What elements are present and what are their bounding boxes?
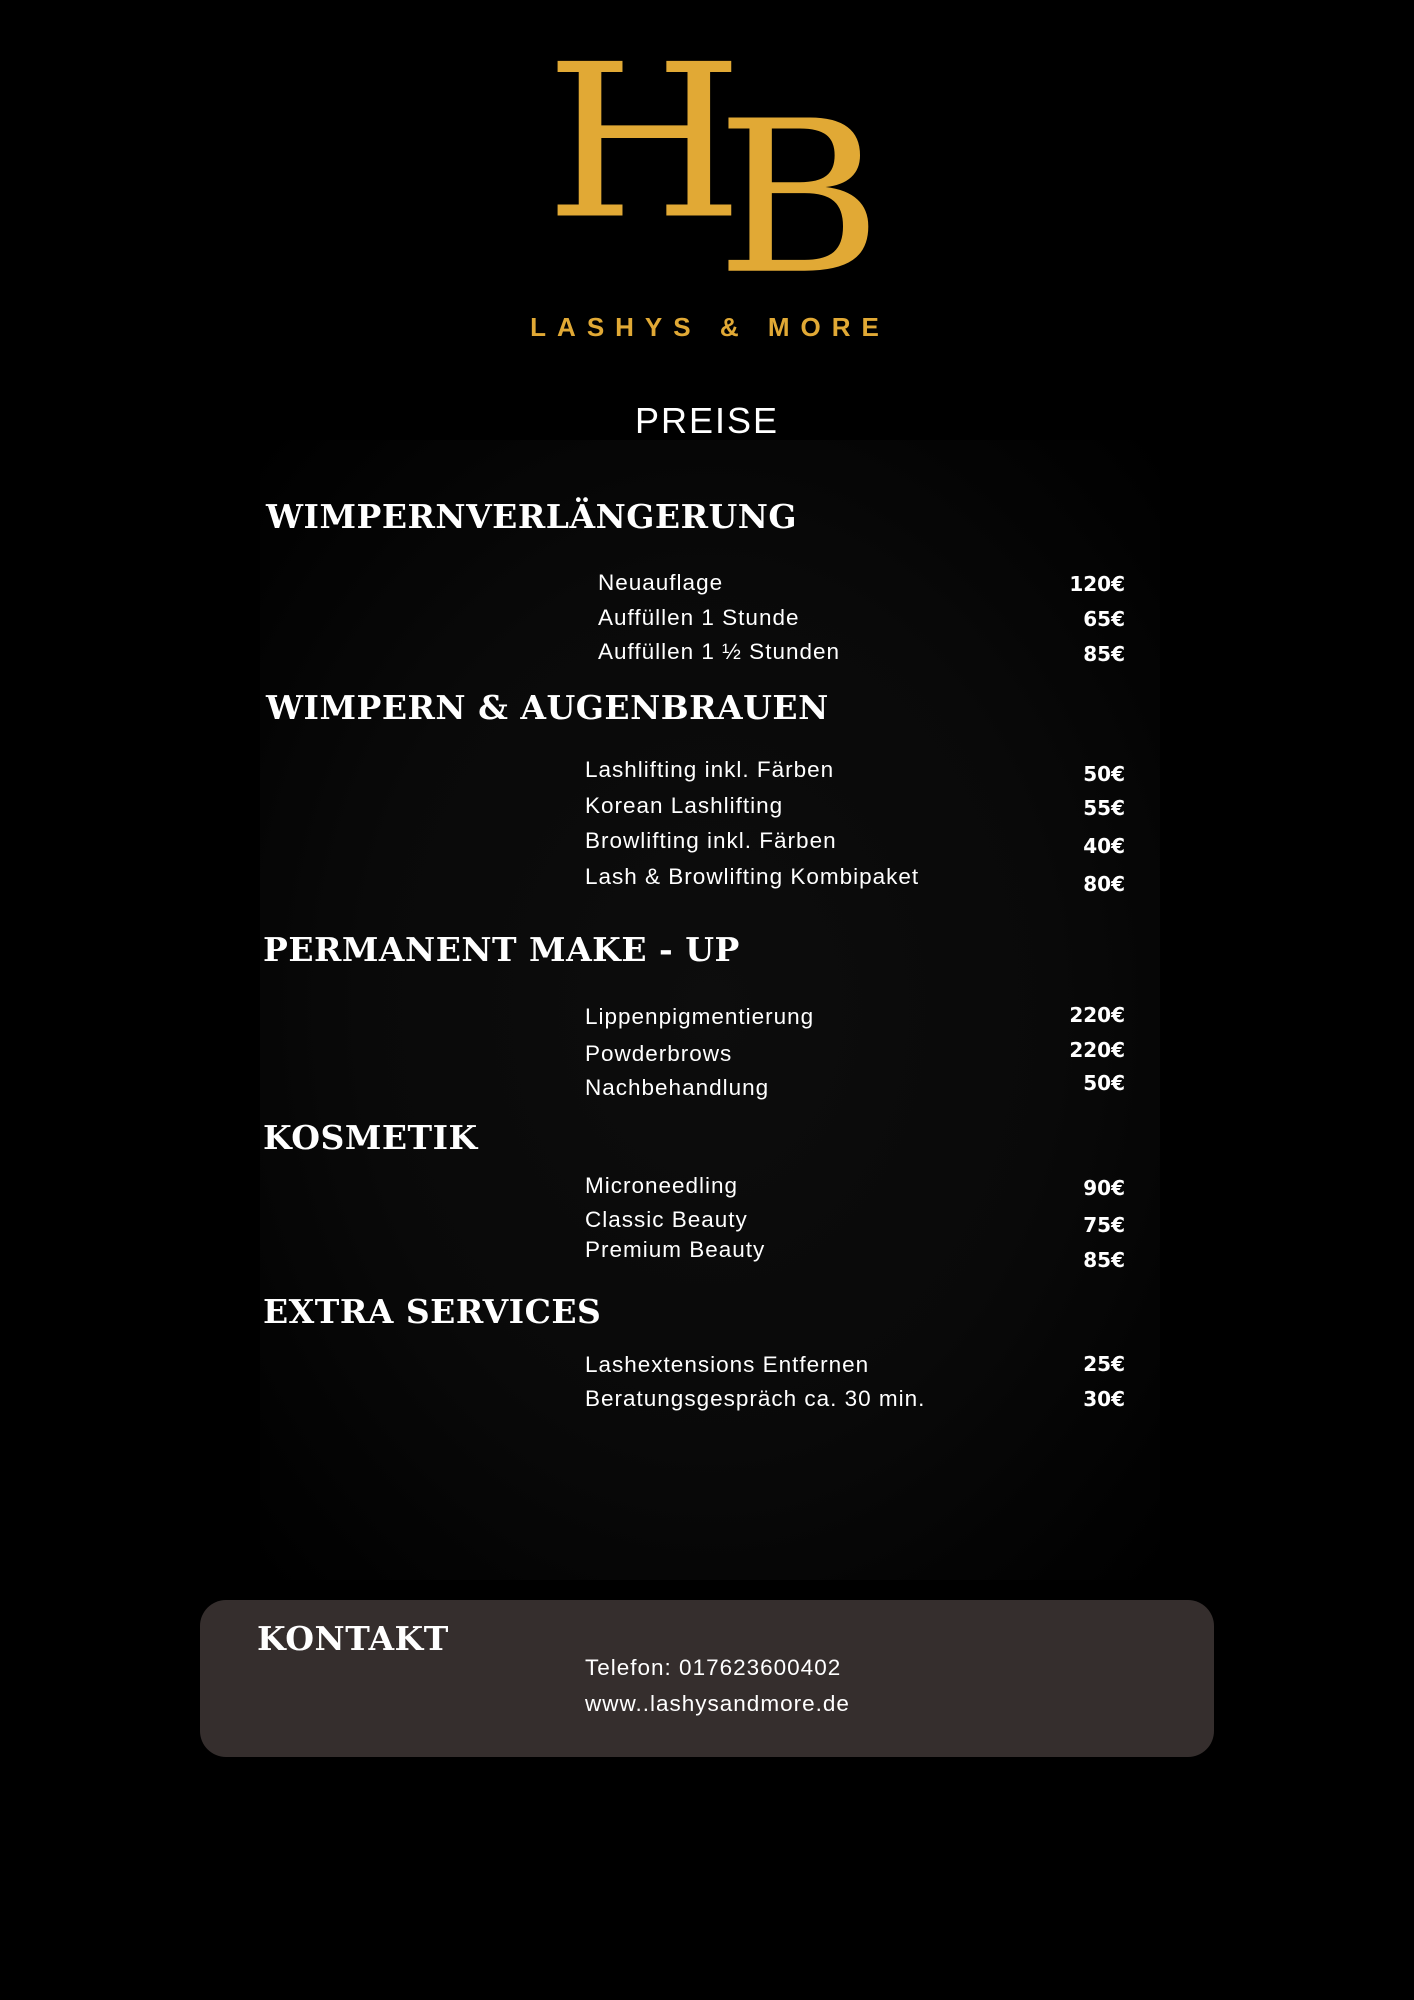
price-item-name: Auffüllen 1 ½ Stunden (598, 639, 841, 664)
price-item-price: 75€ (1083, 1213, 1125, 1237)
price-item-name: Beratungsgespräch ca. 30 min. (585, 1386, 926, 1411)
page-title: PREISE (634, 400, 780, 441)
price-item-price: 50€ (1083, 762, 1125, 786)
price-item-price: 85€ (1083, 642, 1125, 666)
contact-website: www..lashysandmore.de (585, 1691, 850, 1716)
price-item-price: 220€ (1069, 1038, 1125, 1062)
price-item-name: Lashextensions Entfernen (585, 1352, 870, 1377)
contact-phone: Telefon: 017623600402 (585, 1655, 842, 1680)
price-item-price: 80€ (1083, 872, 1125, 896)
price-item-price: 40€ (1083, 834, 1125, 858)
price-item-name: Auffüllen 1 Stunde (598, 605, 800, 630)
contact-box (200, 1600, 1214, 1757)
price-item-name: Lippenpigmentierung (585, 1004, 815, 1029)
logo (0, 18, 1414, 360)
price-item-price: 25€ (1083, 1352, 1125, 1376)
price-item-name: Classic Beauty (585, 1207, 748, 1232)
section-title-wimpernverlaengerung: WIMPERNVERLÄNGERUNG (266, 497, 798, 536)
logo-tagline: LASHYS & MORE (530, 312, 890, 342)
section-title-wimpern-augenbrauen: WIMPERN & AUGENBRAUEN (266, 688, 829, 727)
price-item-name: Lashlifting inkl. Färben (585, 757, 835, 782)
price-item-name: Lash & Browlifting Kombipaket (585, 864, 920, 889)
price-item-name: Premium Beauty (585, 1237, 766, 1262)
price-item-name: Microneedling (585, 1173, 739, 1198)
price-item-price: 120€ (1069, 572, 1125, 596)
price-item-price: 220€ (1069, 1003, 1125, 1027)
logo-monogram-h: H (545, 18, 744, 266)
price-item-price: 85€ (1083, 1248, 1125, 1272)
section-title-permanent-make-up: PERMANENT MAKE - UP (263, 930, 740, 969)
section-title-extra-services: EXTRA SERVICES (263, 1292, 602, 1331)
price-item-price: 50€ (1083, 1071, 1125, 1095)
price-item-price: 55€ (1083, 796, 1125, 820)
price-item-name: Nachbehandlung (585, 1075, 770, 1100)
price-item-price: 65€ (1083, 607, 1125, 631)
section-title-kosmetik: KOSMETIK (263, 1118, 478, 1157)
price-item-price: 90€ (1083, 1176, 1125, 1200)
price-item-name: Browlifting inkl. Färben (585, 828, 837, 853)
price-item-name: Powderbrows (585, 1041, 733, 1066)
price-item-name: Neuauflage (598, 570, 724, 595)
logo-monogram-b: B (716, 76, 883, 321)
contact-title: KONTAKT (257, 1619, 449, 1658)
price-item-price: 30€ (1083, 1387, 1125, 1411)
price-item-name: Korean Lashlifting (585, 793, 784, 818)
